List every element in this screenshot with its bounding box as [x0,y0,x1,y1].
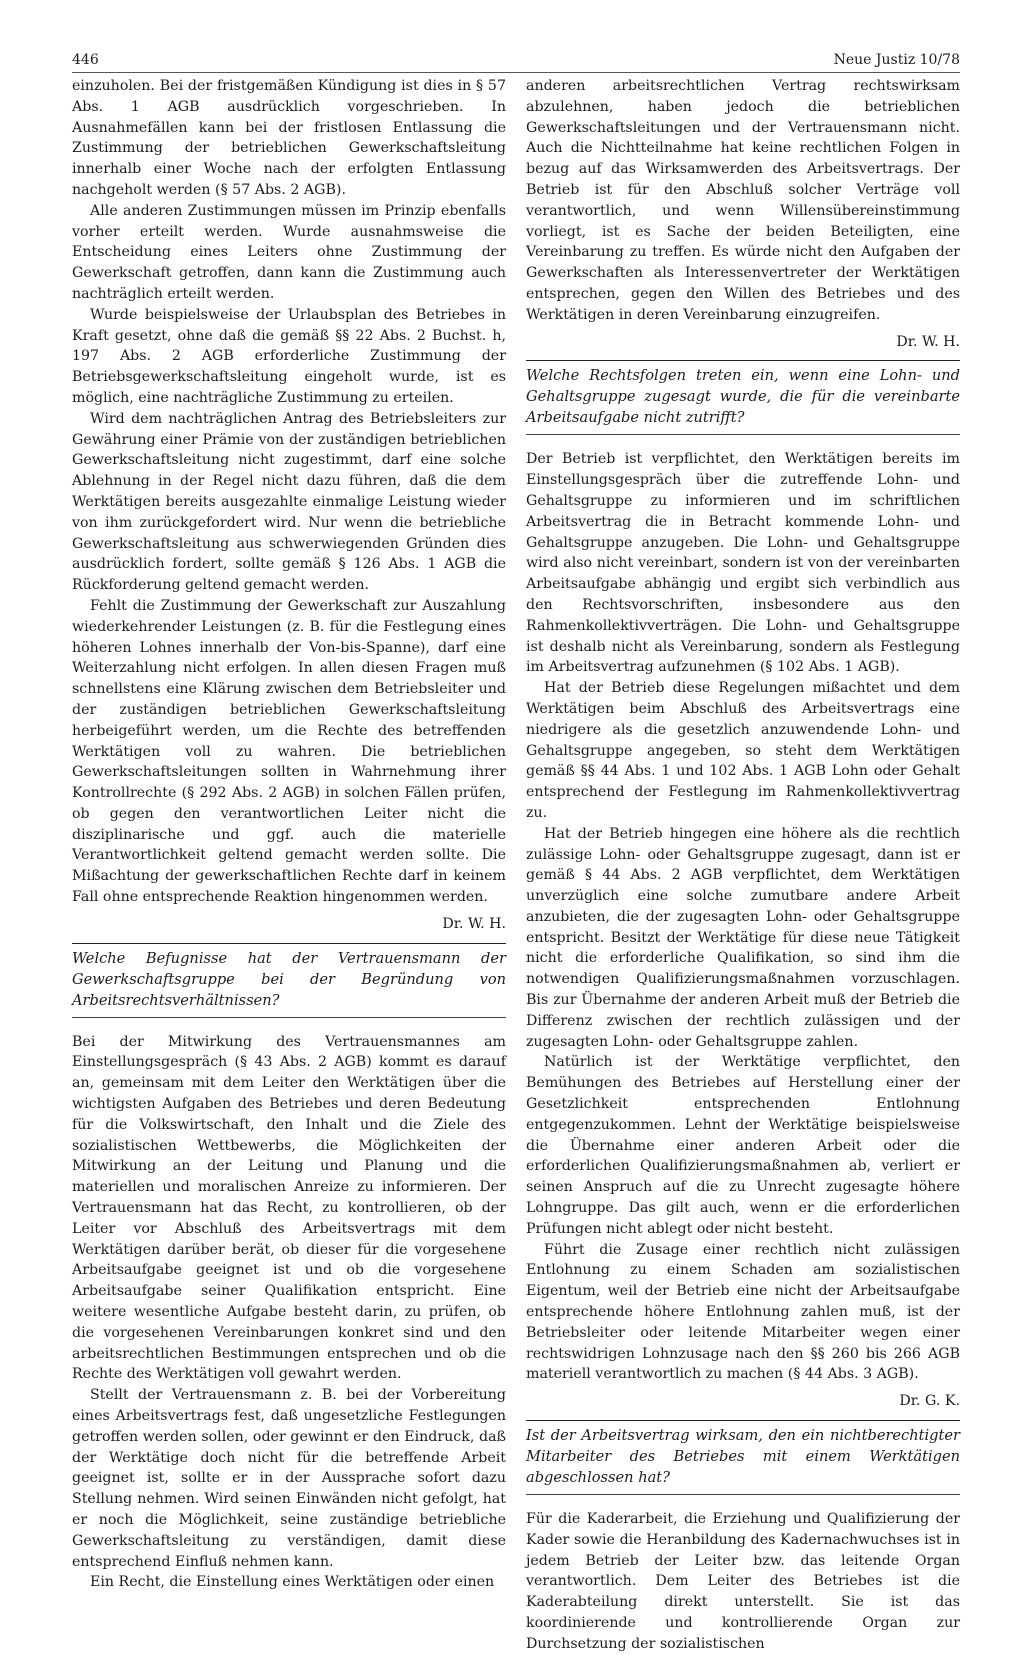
question-heading: Welche Rechtsfolgen treten ein, wenn eine Lohn- und Gehaltsgruppe zugesagt wurde, die für die vereinbarte Arbeitsaufgabe nicht zutrifft? [526,367,960,427]
page-header [72,50,960,73]
paragraph: Fehlt die Zustimmung der Gewerkschaft zur Auszahlung wiederkehrender Leistungen (z. B. für die Festlegung eines höheren Lohnes innerhalb der Von-bis-Spanne), darf eine Weiterzahlung nicht erfolgen. In allen diesen Fragen muß schnellstens eine Klärung zwischen dem Betriebsleiter und der zuständigen betrieblichen Gewerkschaftsleitung herbeigeführt werden, um die Rechte des betreffenden Werktätigen voll zu wahren. Die betrieblichen Gewerkschaftsleitungen sollten in Wahrnehmung ihrer Kontrollrechte (§ 292 Abs. 2 AGB) in solchen Fällen prüfen, ob gegen den verantwortlichen Leiter nicht die disziplinarische und ggf. auch die materielle Verantwortlichkeit geltend gemacht werden sollte. Die Mißachtung der gewerkschaftlichen Rechte darf in keinem Fall ohne entsprechende Reaktion hingenommen werden. [72,597,506,906]
paragraph: Hat der Betrieb diese Regelungen mißachtet und dem Werktätigen beim Abschluß des Arbeitsvertrags eine niedrigere als die gesetzlich anzuwendende Lohn- und Gehaltsgruppe angegeben, so steht dem Werktätigen gemäß §§ 44 Abs. 1 und 102 Abs. 1 AGB Lohn oder Gehalt entsprechend der Festlegung im Rahmenkollektivvertrag zu. [526,680,960,821]
right-column [526,76,960,1655]
paragraph: Bei der Mitwirkung des Vertrauensmannes am Einstellungsgespräch (§ 43 Abs. 2 AGB) kommt es darauf an, gemeinsam mit dem Leiter den Werktätigen über die wichtigsten Aufgaben des Betriebes und deren Bedeutung für die Volkswirtschaft, den Inhalt und die Ziele des sozialistischen Wettbewerbs, die Möglichkeiten der Mitwirkung an der Leitung und Planung und die materiellen und moralischen Anreize zu informieren. Der Vertrauensmann hat das Recht, zu kontrollieren, ob der Leiter vor Abschluß des Arbeitsvertrags mit dem Werktätigen darüber berät, ob dieser für die vorgesehene Arbeitsaufgabe geeignet ist und ob die vorgesehene Arbeitsaufgabe seiner Qualifikation entspricht. Eine weitere wesentliche Aufgabe besteht darin, zu prüfen, ob die vorgesehenen Vereinbarungen konkret sind und den arbeitsrechtlichen Bestimmungen entsprechen und ob die Rechte des Werktätigen voll gewahrt werden. [72,1033,506,1383]
question-box [526,360,960,435]
question-box [526,1420,960,1495]
paragraph: Wird dem nachträglichen Antrag des Betriebsleiters zur Gewährung einer Prämie von der zuständigen betrieblichen Gewerkschaftsleitung nicht zugestimmt, darf eine solche Ablehnung in der Regel nicht dazu führen, daß die dem Werktätigen bereits ausgezahlte einmalige Leistung wieder von ihm zurückgefordert wird. Nur wenn die betriebliche Gewerkschaftsleitung aus schwerwiegenden Gründen dies ausdrücklich fordert, sollte gemäß § 126 Abs. 1 AGB die Rückforderung geltend gemacht werden. [72,410,506,594]
paragraph: Führt die Zusage einer rechtlich nicht zulässigen Entlohnung zu einem Schaden am sozialistischen Eigentum, weil der Betrieb eine nicht der Arbeitsaufgabe entsprechende höhere Entlohnung zahlen muß, ist der Betriebsleiter oder leitende Mitarbeiter wegen einer rechtswidrigen Lohnzusage nach den §§ 260 bis 266 AGB materiell verantwortlich zu machen (§ 44 Abs. 3 AGB). [526,1241,960,1383]
paragraph: Natürlich ist der Werktätige verpflichtet, den Bemühungen des Betriebes auf Herstellung einer der Gesetzlichkeit entsprechenden Entlohnung entgegenzukommen. Lehnt der Werktätige beispielsweise die Übernahme einer anderen Arbeit oder die erforderlichen Qualifizierungsmaßnahmen ab, verliert er seinen Anspruch auf die zu Unrecht zugesagte höhere Lohngruppe. Das gilt auch, wenn er die erforderlichen Prüfungen nicht ablegt oder nicht besteht. [526,1054,960,1237]
paragraph: anderen arbeitsrechtlichen Vertrag rechtswirksam abzulehnen, haben jedoch die betrieblichen Gewerkschaftsleitungen und der Vertrauensmann nicht. Auch die Nichtteilnahme hat keine rechtlichen Folgen in bezug auf das Wirksamwerden des Arbeitsvertrags. Der Betrieb ist für den Abschluß solcher Verträge voll verantwortlich, und wenn Willensübereinstimmung vorliegt, ist es Sache der beiden Beteiligten, eine Vereinbarung zu treffen. Es würde nicht den Aufgaben der Gewerkschaften als Interessenvertreter der Werktätigen entsprechen, gegen den Willen des Betriebes und des Werktätigen in deren Vereinbarung einzugreifen. [526,78,960,323]
paragraph: Hat der Betrieb hingegen eine höhere als die rechtlich zulässige Lohn- oder Gehaltsgruppe zugesagt, dann ist er gemäß § 44 Abs. 2 AGB verpflichtet, dem Werktätigen unverzüglich eine solche zumutbare andere Arbeit anzubieten, die der zugesagten Lohn- oder Gehaltsgruppe entspricht. Besitzt der Werktätige für diese neue Tätigkeit nicht die erforderliche Qualifikation, so sind ihm die notwendigen Qualifizierungsmaßnahmen vorzuschlagen. Bis zur Übernahme der anderen Arbeit muß der Betrieb die Differenz zwischen der rechtlich zulässigen und der zugesagten Lohn- oder Gehaltsgruppe zahlen. [526,825,960,1050]
paragraph: Ein Recht, die Einstellung eines Werktätigen oder einen [90,1574,495,1591]
page-number: 446 [72,52,99,68]
journal-title: Neue Justiz 10/78 [833,52,960,68]
left-column [72,76,506,1593]
question-heading: Welche Befugnisse hat der Vertrauensmann der Gewerkschaftsgruppe bei der Begründung von Arbeitsrechtsverhältnissen? [72,949,506,1009]
author-signature: Dr. W. H. [896,333,960,350]
paragraph: Wurde beispielsweise der Urlaubsplan des Betriebes in Kraft gesetzt, ohne daß die gemäß §§ 22 Abs. 2 Buchst. h, 197 Abs. 2 AGB erforderliche Zustimmung der Betriebsgewerkschaftsleitung eingeholt wurde, ist es möglich, eine nachträgliche Zustimmung zu erteilen. [72,306,506,406]
question-heading: Ist der Arbeitsvertrag wirksam, den ein nichtberechtigter Mitarbeiter des Betriebes mit einem Werktätigen abgeschlossen hat? [526,1427,960,1487]
paragraph: Der Betrieb ist verpflichtet, den Werktätigen bereits im Einstellungsgespräch über die zutreffende Lohn- und Gehaltsgruppe zu informieren und im schriftlichen Arbeitsvertrag die in Betracht kommende Lohn- und Gehaltsgruppe anzugeben. Die Lohn- und Gehaltsgruppe wird also nicht vereinbart, sondern ist von der vereinbarten Arbeitsaufgabe abhängig und ergibt sich verbindlich aus den Rechtsvorschriften, insbesondere aus den Rahmenkollektivverträgen. Die Lohn- und Gehaltsgruppe ist deshalb nicht als Vereinbarung, sondern als Festlegung im Arbeitsvertrag aufzunehmen (§ 102 Abs. 1 AGB). [526,451,960,676]
author-signature: Dr. W. H. [442,915,506,932]
paragraph: einzuholen. Bei der fristgemäßen Kündigung ist dies in § 57 Abs. 1 AGB ausdrücklich vorgeschrieben. In Ausnahmefällen kann bei der fristlosen Entlassung die Zustimmung der betrieblichen Gewerkschaftsleitung innerhalb einer Woche nach der erfolgten Entlassung nachgeholt werden (§ 57 Abs. 2 AGB). [72,78,506,198]
paragraph: Stellt der Vertrauensmann z. B. bei der Vorbereitung eines Arbeitsvertrags fest, daß ungesetzliche Festlegungen getroffen werden sollen, oder gewinnt er den Eindruck, daß der Werktätige doch nicht für die betreffende Arbeit geeignet ist, sollte er in der Aussprache sofort dazu Stellung nehmen. Wird seinen Einwänden nicht gefolgt, hat er noch die Möglichkeit, seine zuständige betriebliche Gewerkschaftsleitung zu verständigen, damit diese entsprechend Einfluß nehmen kann. [72,1387,506,1570]
paragraph: Für die Kaderarbeit, die Erziehung und Qualifizierung der Kader sowie die Heranbildung des Kadernachwuchses ist in jedem Betrieb der Leiter bzw. das leitende Organ verantwortlich. Dem Leiter des Betriebes ist die Kaderabteilung direkt unterstellt. Sie ist das koordinierende und kontrollierende Organ zur Durchsetzung der sozialistischen [526,1511,960,1652]
question-box [72,943,506,1018]
author-signature: Dr. G. K. [899,1393,960,1410]
paragraph: Alle anderen Zustimmungen müssen im Prinzip ebenfalls vorher erteilt werden. Wurde ausnahmsweise die Entscheidung eines Leiters ohne Zustimmung der Gewerkschaft getroffen, dann kann die Zustimmung auch nachträglich erteilt werden. [72,202,506,302]
